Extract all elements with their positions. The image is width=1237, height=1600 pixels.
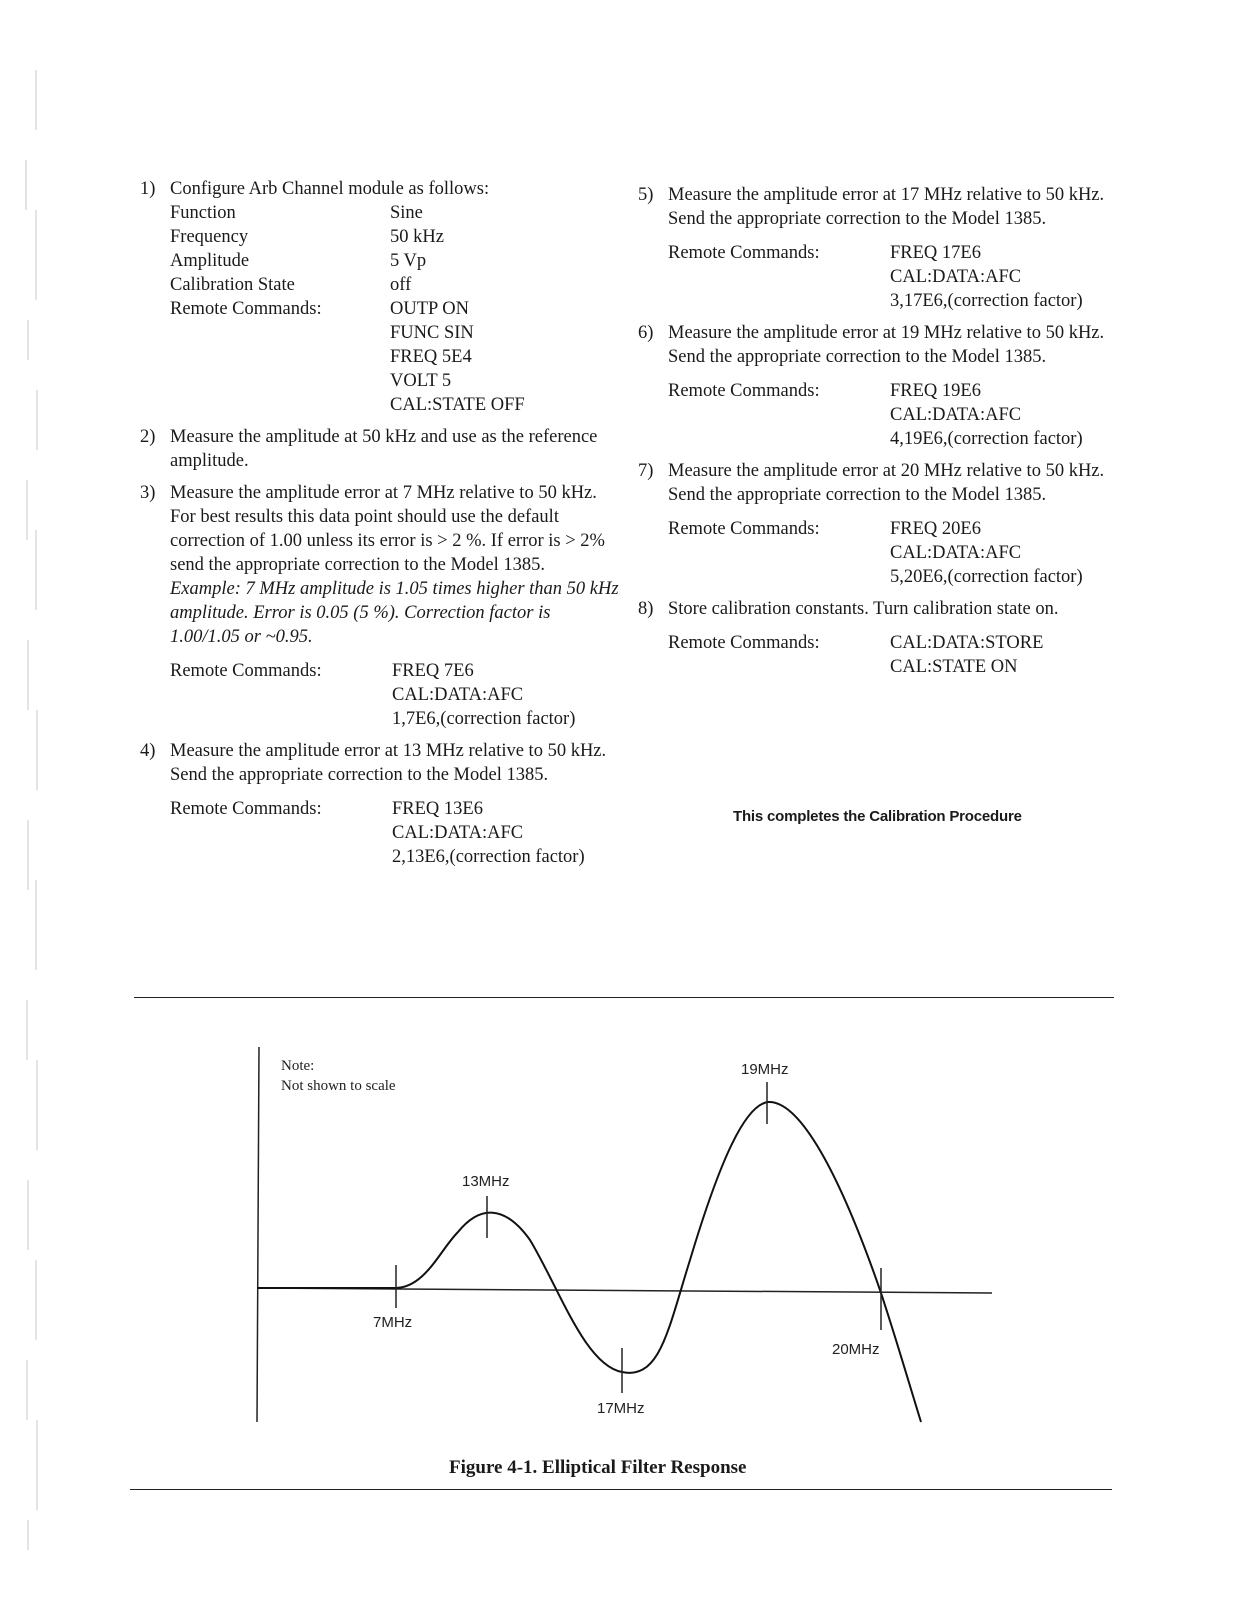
remote-commands-label: Remote Commands: <box>668 633 820 653</box>
remote-commands-list <box>890 517 1128 589</box>
remote-commands-label: Remote Commands: <box>668 243 820 263</box>
step-number: 5) <box>638 185 654 205</box>
setting-value <box>390 273 620 297</box>
setting-value-line: FREQ 5E4 <box>390 347 472 367</box>
remote-command: CAL:DATA:AFC <box>392 823 524 843</box>
procedure-step <box>638 459 1128 589</box>
remote-command: 2,13E6,(correction factor) <box>392 847 585 867</box>
remote-command: FREQ 19E6 <box>890 381 981 401</box>
step-text: Measure the amplitude error at 19 MHz relative to 50 kHz. Send the appropriate correction to the Model 1385. <box>668 323 1105 367</box>
step-text: Measure the amplitude error at 17 MHz relative to 50 kHz. Send the appropriate correction to the Model 1385. <box>668 185 1105 229</box>
setting-label: Remote Commands: <box>170 299 322 319</box>
example-text: Example: 7 MHz amplitude is 1.05 times higher than 50 kHz amplitude. Error is 0.05 (5 %). Correction factor is 1.00/1.05 or ~0.95. <box>170 579 619 647</box>
figure-note-title: Note: <box>281 1058 315 1074</box>
elliptical-filter-figure <box>0 1010 1237 1470</box>
remote-commands-label: Remote Commands: <box>170 661 322 681</box>
procedure-step <box>638 597 1128 679</box>
label-13mhz: 13MHz <box>462 1173 510 1190</box>
procedure-step <box>140 739 620 869</box>
setting-label: Frequency <box>170 227 249 247</box>
figure-caption: Figure 4-1. Elliptical Filter Response <box>449 1457 747 1478</box>
remote-commands <box>668 379 1128 451</box>
step-text: Measure the amplitude error at 20 MHz relative to 50 kHz. Send the appropriate correction to the Model 1385. <box>668 461 1105 505</box>
step-text: Configure Arb Channel module as follows: <box>170 179 490 199</box>
remote-command: FREQ 7E6 <box>392 661 474 681</box>
setting-value <box>390 201 620 225</box>
remote-command: CAL:DATA:STORE <box>890 633 1044 653</box>
remote-command: CAL:DATA:AFC <box>890 543 1022 563</box>
remote-command: 4,19E6,(correction factor) <box>890 429 1083 449</box>
setting-label: Amplitude <box>170 251 250 271</box>
remote-command: 3,17E6,(correction factor) <box>890 291 1083 311</box>
setting-row <box>170 273 620 297</box>
top-divider-rule <box>134 997 1114 998</box>
remote-commands-list <box>890 379 1128 451</box>
procedure-step <box>638 321 1128 451</box>
label-20mhz: 20MHz <box>832 1341 880 1358</box>
remote-commands-label: Remote Commands: <box>668 519 820 539</box>
setting-label: Calibration State <box>170 275 295 295</box>
remote-commands <box>668 631 1128 679</box>
procedure-step <box>140 481 620 731</box>
step-number: 6) <box>638 323 654 343</box>
figure-y-axis <box>257 1047 259 1422</box>
setting-value-line: VOLT 5 <box>390 371 452 391</box>
setting-label: Function <box>170 203 236 223</box>
remote-command: CAL:DATA:AFC <box>890 267 1022 287</box>
remote-command: 1,7E6,(correction factor) <box>392 709 576 729</box>
completion-note: This completes the Calibration Procedure <box>733 808 1022 825</box>
step-number: 7) <box>638 461 654 481</box>
label-19mhz: 19MHz <box>741 1061 789 1078</box>
setting-value-line: CAL:STATE OFF <box>390 395 525 415</box>
remote-commands <box>668 241 1128 313</box>
step-text: Measure the amplitude error at 7 MHz relative to 50 kHz. For best results this data point should use the default correction of 1.00 unless its error is > 2 %. If error is > 2% send the appropriate correction to the Model 1385. <box>170 483 605 575</box>
setting-value <box>390 297 620 417</box>
remote-command: 5,20E6,(correction factor) <box>890 567 1083 587</box>
remote-command: FREQ 20E6 <box>890 519 981 539</box>
remote-commands <box>170 659 620 731</box>
step-number: 4) <box>140 741 156 761</box>
remote-commands <box>170 797 620 869</box>
remote-command: CAL:DATA:AFC <box>392 685 524 705</box>
bottom-divider-rule <box>130 1489 1112 1490</box>
setting-value-line: FUNC SIN <box>390 323 474 343</box>
figure-note-text: Not shown to scale <box>281 1078 396 1094</box>
procedure-step <box>140 425 620 473</box>
remote-commands-label: Remote Commands: <box>668 381 820 401</box>
setting-value <box>390 225 620 249</box>
remote-commands-list <box>392 797 620 869</box>
procedure-step <box>140 177 620 417</box>
setting-value-line: 50 kHz <box>390 227 444 247</box>
setting-value <box>390 249 620 273</box>
setting-row <box>170 225 620 249</box>
remote-command: CAL:DATA:AFC <box>890 405 1022 425</box>
procedure-step <box>638 183 1128 313</box>
setting-value-line: OUTP ON <box>390 299 469 319</box>
setting-row <box>170 249 620 273</box>
step-text: Measure the amplitude error at 13 MHz relative to 50 kHz. Send the appropriate correction to the Model 1385. <box>170 741 607 785</box>
remote-command: FREQ 13E6 <box>392 799 483 819</box>
right-column <box>638 183 1128 687</box>
remote-commands-label: Remote Commands: <box>170 799 322 819</box>
label-7mhz: 7MHz <box>373 1314 413 1331</box>
left-column <box>140 177 620 877</box>
step-number: 1) <box>140 179 156 199</box>
setting-row <box>170 201 620 225</box>
response-curve <box>257 1102 921 1422</box>
step-text: Measure the amplitude at 50 kHz and use as the reference amplitude. <box>170 427 598 471</box>
step-number: 3) <box>140 483 156 503</box>
remote-commands-list <box>392 659 620 731</box>
remote-commands <box>668 517 1128 589</box>
setting-value-line: 5 Vp <box>390 251 427 271</box>
step-number: 8) <box>638 599 654 619</box>
label-17mhz: 17MHz <box>597 1400 645 1417</box>
setting-value-line: Sine <box>390 203 423 223</box>
setting-row <box>170 297 620 417</box>
step-text: Store calibration constants. Turn calibration state on. <box>668 599 1059 619</box>
setting-value-line: off <box>390 275 412 295</box>
remote-command: FREQ 17E6 <box>890 243 981 263</box>
remote-commands-list <box>890 241 1128 313</box>
step-number: 2) <box>140 427 156 447</box>
remote-commands-list <box>890 631 1128 679</box>
remote-command: CAL:STATE ON <box>890 657 1018 677</box>
